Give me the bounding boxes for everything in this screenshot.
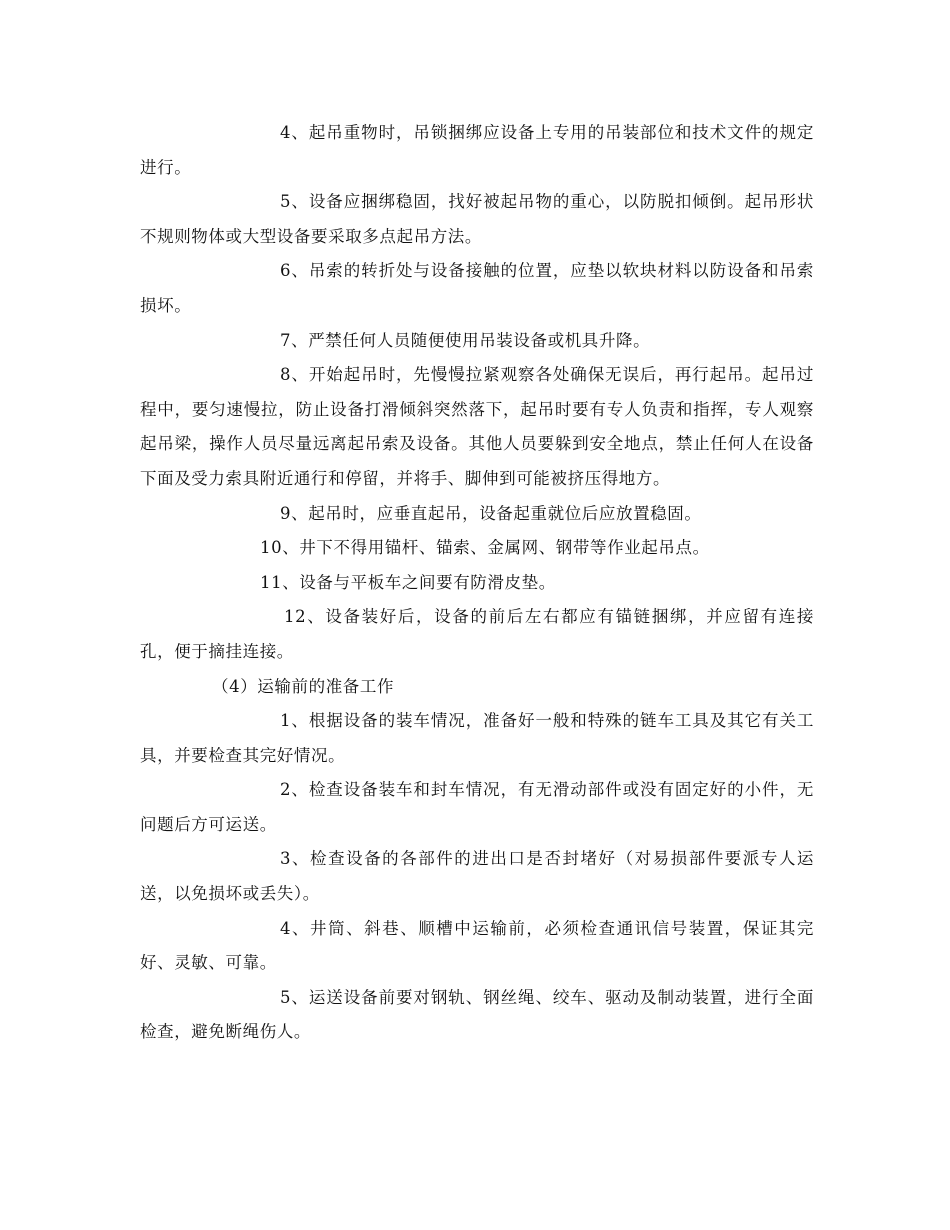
paragraph: 4、起吊重物时，吊锁捆绑应设备上专用的吊装部位和技术文件的规定进行。 <box>140 123 814 177</box>
paragraph: 9、起吊时，应垂直起吊，设备起重就位后应放置稳固。 <box>280 503 702 523</box>
section-heading: （4）运输前的准备工作 <box>212 676 395 696</box>
paragraph: 4、井筒、斜巷、顺槽中运输前，必须检查通讯信号装置，保证其完好、灵敏、可靠。 <box>140 918 814 973</box>
paragraph: 7、严禁任何人员随便使用吊装设备或机具升降。 <box>280 330 651 350</box>
paragraph: 6、吊索的转折处与设备接触的位置，应垫以软块材料以防设备和吊索损坏。 <box>140 261 814 315</box>
paragraph: 2、检查设备装车和封车情况，有无滑动部件或没有固定好的小件，无问题后方可运送。 <box>140 780 814 834</box>
paragraph: 10、井下不得用锚杆、锚索、金属网、钢带等作业起吊点。 <box>260 538 710 558</box>
paragraph: 11、设备与平板车之间要有防滑皮垫。 <box>260 572 556 592</box>
paragraph: 5、设备应捆绑稳固，找好被起吊物的重心，以防脱扣倾倒。起吊形状不规则物体或大型设备要采取多点起吊方法。 <box>140 192 814 246</box>
paragraph: 3、检查设备的各部件的进出口是否封堵好（对易损部件要派专人运送，以免损坏或丢失）。 <box>140 849 814 904</box>
body-text <box>140 116 814 1050</box>
paragraph: 8、开始起吊时，先慢慢拉紧观察各处确保无误后，再行起吊。起吊过程中，要匀速慢拉，防止设备打滑倾斜突然落下，起吊时要有专人负责和指挥，专人观察起吊梁，操作人员尽量远离起吊索及设备。其他人员要躲到安全地点，禁止任何人在设备下面及受力索具附近通行和停留，并将手、脚伸到可能被挤压得地方。 <box>140 365 814 488</box>
paragraph: 5、运送设备前要对钢轨、钢丝绳、绞车、驱动及制动装置，进行全面检查，避免断绳伤人。 <box>140 987 814 1042</box>
paragraph: 12、设备装好后，设备的前后左右都应有锚链捆绑，并应留有连接孔，便于摘挂连接。 <box>140 607 814 661</box>
paragraph: 1、根据设备的装车情况，准备好一般和特殊的链车工具及其它有关工具，并要检查其完好情况。 <box>140 711 814 765</box>
